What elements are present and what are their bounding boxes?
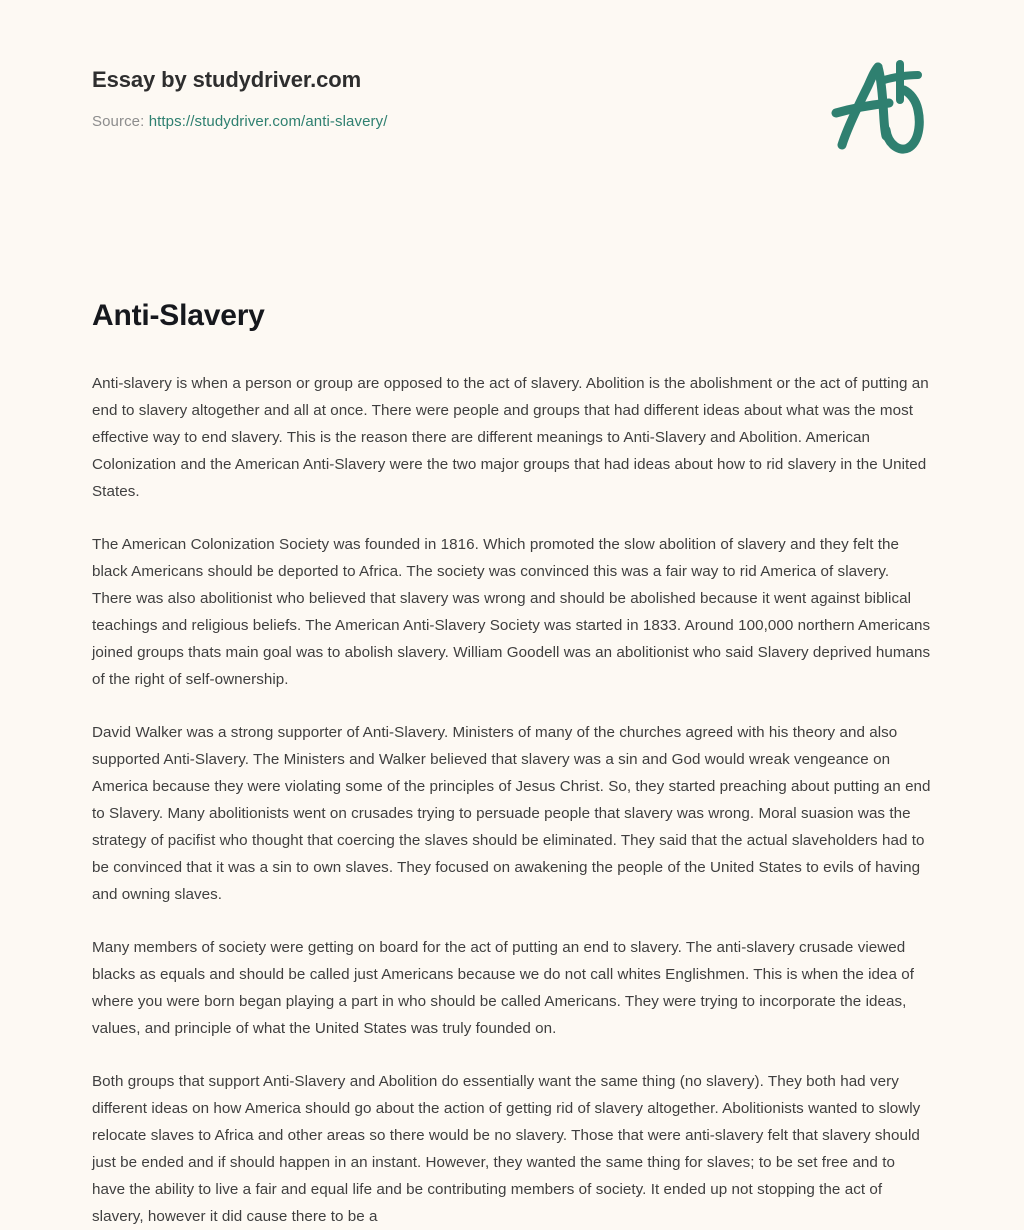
paragraph: The American Colonization Society was founded in 1816. Which promoted the slow abolition of slavery and they felt the black Americans should be deported to Africa. The society was convinced this was a fair way to rid America of slavery. There was also abolitionist who believed that slavery was wrong and should be abolished because it went against biblical teachings and religious beliefs. The American Anti-Slavery Society was started in 1833. Around 100,000 northern Americans joined groups thats main goal was to abolish slavery. William Goodell was an abolitionist who said Slavery deprived humans of the right of self-ownership. — [92, 536, 931, 688]
source-url-link[interactable]: https://studydriver.com/anti-slavery/ — [148, 113, 388, 130]
paragraph: Both groups that support Anti-Slavery and Abolition do essentially want the same thing (no slavery). They both had very different ideas on how America should go about the action of getting rid of slavery altogether. Abolitionists wanted to slowly relocate slaves to Africa and other areas so there would be no slavery. Those that were anti-slavery felt that slavery should just be ended and if should happen in an instant. However, they wanted the same thing for slaves; to be set free and to have the ability to live a fair and equal life and be contributing members of society. It ended up not stopping the act of slavery, however it did cause there to be a — [92, 1073, 921, 1225]
source-line — [92, 112, 932, 132]
source-label: Source: — [92, 113, 145, 130]
article-body — [92, 370, 932, 1230]
paragraph: David Walker was a strong supporter of Anti-Slavery. Ministers of many of the churches agreed with his theory and also supported Anti-Slavery. The Ministers and Walker believed that slavery was a sin and God would wreak vengeance on America because they were violating some of the principles of Jesus Christ. So, they started preaching about putting an end to Slavery. Many abolitionists went on crusades trying to persuade people that slavery was wrong. Moral suasion was the strategy of pacifist who thought that coercing the slaves should be eliminated. They said that the actual slaveholders had to be convinced that it was a sin to own slaves. They focused on awakening the people of the United States to evils of having and owning slaves. — [92, 724, 931, 903]
paragraph: Anti-slavery is when a person or group are opposed to the act of slavery. Abolition is the abolishment or the act of putting an end to slavery altogether and all at once. There were people and groups that had different ideas about what was the most effective way to end slavery. This is the reason there are different meanings to Anti-Slavery and Abolition. American Colonization and the American Anti-Slavery were the two major groups that had ideas about how to rid slavery in the United States. — [92, 375, 929, 500]
essay-byline: Essay by studydriver.com — [92, 67, 362, 92]
article — [92, 298, 932, 1230]
paragraph: Many members of society were getting on board for the act of putting an end to slavery. The anti-slavery crusade viewed blacks as equals and should be called just Americans because we do not call whites Englishmen. This is when the idea of where you were born began playing a part in who should be called Americans. They were trying to incorporate the ideas, values, and principle of what the United States was truly founded on. — [92, 939, 915, 1037]
a-plus-logo-icon — [820, 48, 940, 158]
page-header — [92, 0, 932, 186]
page-title: Anti-Slavery — [92, 299, 265, 332]
